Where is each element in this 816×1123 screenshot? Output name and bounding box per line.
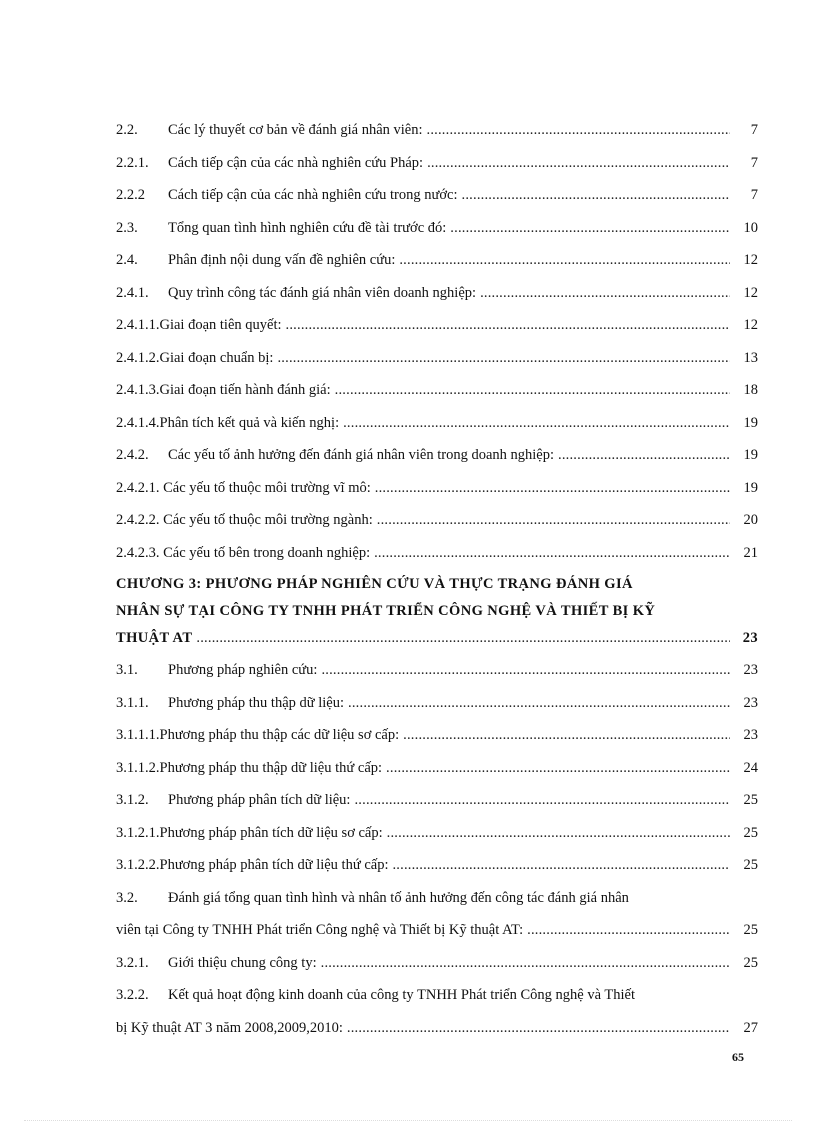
- toc-entry-page: 12: [743, 284, 758, 301]
- toc-entry-page: 7: [750, 154, 758, 171]
- toc-entry-multiline: [116, 882, 758, 947]
- toc-entry-title: 2.4.1.4.Phân tích kết quả và kiến nghị:: [116, 414, 340, 431]
- toc-entry-title: 3.1.2.2.Phương pháp phân tích dữ liệu thứ cấp:: [116, 857, 389, 873]
- toc-leader-dots: [392, 849, 730, 882]
- toc-entry: [116, 277, 758, 310]
- chapter-title-line: CHƯƠNG 3: PHƯƠNG PHÁP NGHIÊN CỨU VÀ THỰC TRẠNG ĐÁNH GIÁ: [116, 576, 633, 592]
- toc-entry-title: 2.4.2.3. Các yếu tố bên trong doanh nghiệp:: [116, 544, 371, 561]
- toc-entry: [116, 687, 758, 720]
- toc-leader-dots: [399, 244, 730, 277]
- toc-leader-dots: [335, 374, 730, 407]
- toc-entry: [116, 407, 758, 440]
- toc-entry-title: Tổng quan tình hình nghiên cứu đề tài trước đó:: [168, 219, 447, 236]
- toc-entry: [116, 947, 758, 980]
- toc-entry-title: Phương pháp nghiên cứu:: [168, 662, 318, 678]
- toc-entry: [116, 342, 758, 375]
- toc-entry-number: 3.1.2.: [116, 792, 149, 808]
- toc-entry-page: 23: [742, 630, 758, 646]
- page-bottom-divider: [24, 1120, 792, 1121]
- toc-entry-title: Giới thiệu chung công ty:: [168, 954, 317, 971]
- toc-entry: [116, 784, 758, 817]
- toc-entry-title: Kết quả hoạt động kinh doanh của công ty TNHH Phát triển Công nghệ và Thiết: [168, 987, 636, 1003]
- toc-leader-dots: [374, 537, 730, 570]
- toc-entry-page: 23: [743, 662, 758, 678]
- chapter-title-line: NHÂN SỰ TẠI CÔNG TY TNHH PHÁT TRIỂN CÔNG NGHỆ VÀ THIẾT BỊ KỸ: [116, 603, 656, 619]
- toc-leader-dots: [375, 472, 730, 505]
- toc-entry-number: 3.2.1.: [116, 954, 149, 971]
- toc-entry-title: 2.4.1.3.Giai đoạn tiến hành đánh giá:: [116, 382, 331, 398]
- toc-entry-page: 27: [743, 1019, 758, 1036]
- toc-leader-dots: [462, 179, 730, 212]
- toc-entry-page: 20: [743, 512, 758, 528]
- toc-leader-dots: [343, 407, 730, 440]
- toc-entry: [116, 817, 758, 850]
- toc-leader-dots: [348, 687, 730, 720]
- toc-entry-title-continued: viên tại Công ty TNHH Phát triển Công nghệ và Thiết bị Kỹ thuật AT:: [116, 922, 524, 938]
- toc-entry-title: 2.4.2.2. Các yếu tố thuộc môi trường ngành:: [116, 512, 373, 528]
- toc-entry-page: 25: [743, 954, 758, 971]
- toc-entry-title: 3.1.2.1.Phương pháp phân tích dữ liệu sơ cấp:: [116, 824, 383, 841]
- toc-entry: [116, 244, 758, 277]
- toc-entry: [116, 752, 758, 785]
- toc-entry-number: 2.4.1.: [116, 284, 149, 301]
- toc-leader-dots: [377, 504, 730, 537]
- toc-leader-dots: [527, 914, 730, 947]
- toc-entry-title-continued: bị Kỹ thuật AT 3 năm 2008,2009,2010:: [116, 1019, 343, 1036]
- toc-entry: [116, 114, 758, 147]
- toc-entry-page: 18: [743, 382, 758, 398]
- toc-entry-page: 25: [743, 922, 758, 938]
- page-number: 65: [732, 1050, 744, 1064]
- toc-entry-number: 3.2.2.: [116, 987, 149, 1003]
- toc-entry-page: 23: [743, 694, 758, 711]
- toc-entry: [116, 374, 758, 407]
- toc-entry: [116, 719, 758, 752]
- toc-entry-page: 25: [743, 792, 758, 808]
- table-of-contents: [116, 114, 758, 1044]
- toc-leader-dots: [286, 309, 730, 342]
- toc-leader-dots: [427, 114, 731, 147]
- toc-leader-dots: [427, 147, 730, 180]
- toc-entry-title: Phân định nội dung vấn đề nghiên cứu:: [168, 252, 396, 268]
- toc-entry-title: 2.4.2.1. Các yếu tố thuộc môi trường vĩ mô:: [116, 479, 371, 496]
- toc-leader-dots: [387, 817, 730, 850]
- toc-entry-number: 3.1.1.: [116, 694, 149, 711]
- toc-entry-number: 2.4.2.: [116, 447, 149, 463]
- toc-leader-dots: [347, 1012, 730, 1045]
- toc-leader-dots: [558, 439, 730, 472]
- toc-entry: [116, 309, 758, 342]
- toc-entry-title: 2.4.1.2.Giai đoạn chuẩn bị:: [116, 349, 274, 366]
- toc-leader-dots: [196, 625, 730, 652]
- toc-entry-number: 2.3.: [116, 219, 138, 236]
- toc-entry-page: 10: [743, 219, 758, 236]
- toc-entry-title: Các yếu tố ảnh hưởng đến đánh giá nhân viên trong doanh nghiệp:: [168, 447, 554, 463]
- toc-leader-dots: [450, 212, 730, 245]
- toc-leader-dots: [480, 277, 730, 310]
- toc-entry-number: 3.1.: [116, 662, 138, 678]
- toc-entry-title: Cách tiếp cận của các nhà nghiên cứu Pháp:: [168, 154, 424, 171]
- toc-entry-page: 19: [743, 479, 758, 496]
- toc-entry: [116, 504, 758, 537]
- toc-entry-page: 19: [743, 447, 758, 463]
- toc-entry-number: 2.2.2: [116, 187, 145, 203]
- toc-entry-title: Quy trình công tác đánh giá nhân viên doanh nghiệp:: [168, 284, 477, 301]
- toc-entry-page: 21: [743, 544, 758, 561]
- toc-chapter-heading: [116, 571, 758, 652]
- toc-leader-dots: [277, 342, 730, 375]
- toc-entry: [116, 147, 758, 180]
- toc-entry-title: Phương pháp thu thập dữ liệu:: [168, 694, 345, 711]
- toc-entry-multiline: [116, 979, 758, 1044]
- toc-entry: [116, 849, 758, 882]
- toc-entry-title: Các lý thuyết cơ bản về đánh giá nhân viên:: [168, 122, 423, 138]
- toc-entry: [116, 212, 758, 245]
- toc-entry-page: 7: [750, 187, 758, 203]
- toc-entry-number: 2.4.: [116, 252, 138, 268]
- toc-entry: [116, 179, 758, 212]
- toc-entry-number: 3.2.: [116, 889, 138, 906]
- toc-leader-dots: [321, 654, 730, 687]
- toc-entry-page: 25: [743, 824, 758, 841]
- toc-leader-dots: [321, 947, 730, 980]
- toc-entry-page: 19: [743, 414, 758, 431]
- toc-entry-title: 3.1.1.2.Phương pháp thu thập dữ liệu thứ cấp:: [116, 759, 383, 776]
- toc-entry-page: 7: [750, 122, 758, 138]
- toc-entry-title: 2.4.1.1.Giai đoạn tiên quyết:: [116, 317, 282, 333]
- toc-entry-page: 24: [743, 759, 758, 776]
- toc-entry: [116, 537, 758, 570]
- toc-entry-title: Phương pháp phân tích dữ liệu:: [168, 792, 351, 808]
- toc-entry-number: 2.2.: [116, 122, 138, 138]
- toc-entry-page: 13: [743, 349, 758, 366]
- toc-entry: [116, 472, 758, 505]
- toc-entry-title: Đánh giá tổng quan tình hình và nhân tố ảnh hưởng đến công tác đánh giá nhân: [168, 889, 629, 906]
- toc-leader-dots: [386, 752, 730, 785]
- toc-entry-page: 23: [743, 727, 758, 743]
- toc-entry-page: 25: [743, 857, 758, 873]
- toc-entry-page: 12: [743, 252, 758, 268]
- toc-entry-number: 2.2.1.: [116, 154, 149, 171]
- toc-entry-title: 3.1.1.1.Phương pháp thu thập các dữ liệu sơ cấp:: [116, 727, 400, 743]
- toc-leader-dots: [403, 719, 730, 752]
- toc-entry-page: 12: [743, 317, 758, 333]
- chapter-title-line: THUẬT AT: [116, 630, 193, 646]
- toc-leader-dots: [354, 784, 730, 817]
- toc-entry: [116, 439, 758, 472]
- toc-entry-title: Cách tiếp cận của các nhà nghiên cứu trong nước:: [168, 187, 458, 203]
- toc-entry: [116, 654, 758, 687]
